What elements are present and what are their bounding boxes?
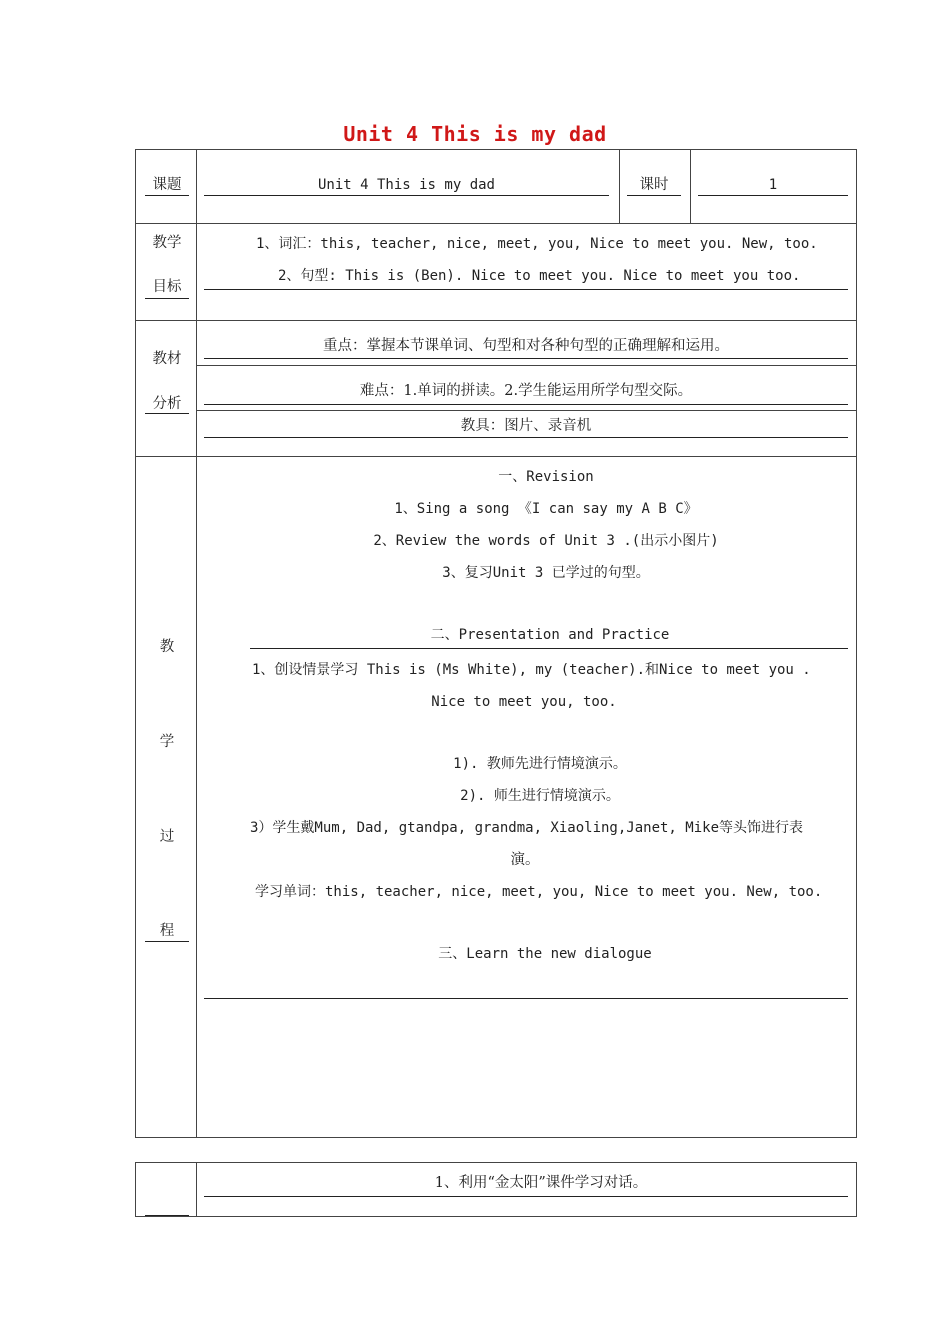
underline: [204, 998, 848, 999]
period-label: 课时: [639, 177, 669, 193]
process-label-char-2: 学: [159, 734, 175, 750]
subrow-divider: [196, 365, 857, 366]
process-line: 演。: [510, 852, 540, 868]
row-divider: [135, 456, 857, 457]
process-revision-heading: 一、Revision: [498, 469, 594, 485]
process-dialogue-heading: 三、Learn the new dialogue: [438, 946, 652, 962]
goals-label-line2: 目标: [152, 279, 182, 295]
continuation-line: 1、利用“金太阳”课件学习对话。: [434, 1175, 648, 1191]
underline: [145, 298, 189, 299]
underline: [204, 404, 848, 405]
label-column-divider: [196, 1162, 197, 1217]
underline: [204, 358, 848, 359]
goals-label-line1: 教学: [152, 235, 182, 251]
topic-label: 课题: [152, 177, 182, 193]
analysis-label-line1: 教材: [152, 351, 182, 367]
column-divider: [690, 149, 691, 223]
process-line: 1、Sing a song 《I can say my A B C》: [394, 501, 698, 517]
underline: [204, 1196, 848, 1197]
label-column-divider: [196, 149, 197, 1138]
underline: [698, 195, 848, 196]
underline: [204, 195, 609, 196]
process-line: 1、创设情景学习 This is (Ms White), my (teacher).和Nice to meet you .: [252, 662, 811, 678]
underline: [204, 437, 848, 438]
goals-vocabulary: 1、词汇：this, teacher, nice, meet, you, Nice to meet you. New, too.: [256, 236, 818, 252]
analysis-label-line2: 分析: [152, 396, 182, 412]
underline: [204, 289, 848, 290]
process-line: 2、Review the words of Unit 3 .(出示小图片): [373, 533, 719, 549]
goals-sentence-patterns: 2、句型: This is (Ben). Nice to meet you. Nice to meet you too.: [278, 268, 801, 284]
underline: [145, 413, 189, 414]
row-divider: [135, 320, 857, 321]
process-line: 3）学生戴Mum, Dad, gtandpa, grandma, Xiaoling,Janet, Mike等头饰进行表: [250, 820, 804, 836]
subrow-divider: [196, 410, 857, 411]
underline: [145, 941, 189, 942]
process-label-char-4: 程: [159, 923, 175, 939]
column-divider: [619, 149, 620, 223]
underline: [145, 1215, 189, 1216]
teaching-tools: 教具：图片、录音机: [460, 418, 592, 434]
topic-value: Unit 4 This is my dad: [317, 177, 495, 193]
process-line: 2). 师生进行情境演示。: [460, 788, 620, 804]
process-line: Nice to meet you, too.: [431, 694, 617, 710]
process-vocabulary-line: 学习单词：this, teacher, nice, meet, you, Nice to meet you. New, too.: [255, 884, 823, 900]
process-label-char-3: 过: [159, 829, 175, 845]
difficulty: 难点：1.单词的拼读。2.学生能运用所学句型交际。: [359, 383, 693, 399]
row-divider: [135, 223, 857, 224]
process-presentation-heading: 二、Presentation and Practice: [430, 627, 670, 643]
underline: [627, 195, 681, 196]
process-line: 3、复习Unit 3 已学过的句型。: [442, 565, 650, 581]
key-point: 重点：掌握本节课单词、句型和对各种句型的正确理解和运用。: [323, 338, 729, 354]
underline: [250, 648, 848, 649]
underline: [145, 195, 189, 196]
process-label-char-1: 教: [159, 639, 175, 655]
process-line: 1). 教师先进行情境演示。: [453, 756, 627, 772]
document-title: Unit 4 This is my dad: [343, 122, 607, 146]
period-value: 1: [768, 177, 778, 193]
